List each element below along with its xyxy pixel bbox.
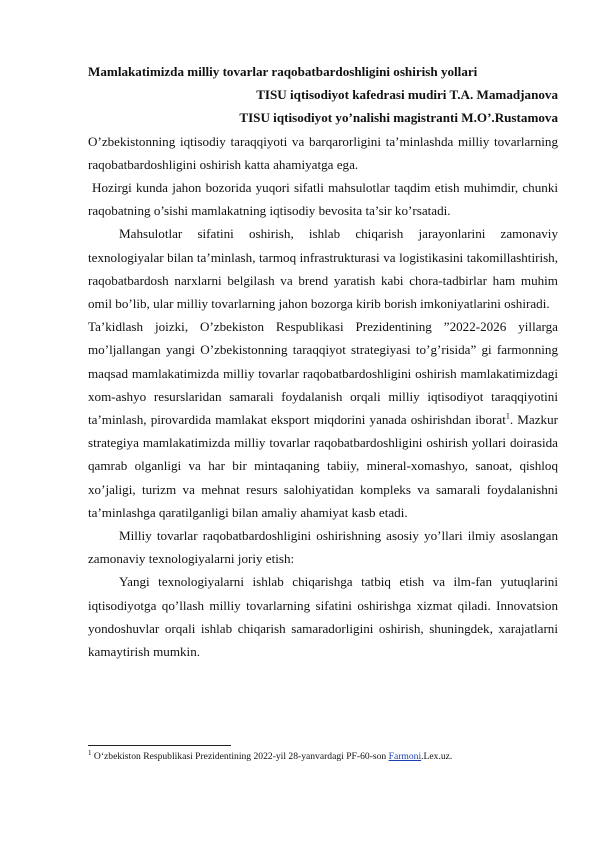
footnote-tail: .Lex.uz.: [421, 751, 453, 762]
footnote: [88, 748, 558, 763]
paragraph-4-text-start: Ta’kidlash joizki, O’zbekiston Respublikasi Prezidentining ”2022-2026 yillarga mo’ljallangan yangi O’zbekistonning taraqqiyot strategiyasi to’g’risida” gi farmonning maqsad mamlakatimizda milliy tovarlar raqobatbardoshligini oshirish mamlakatimizdagi xom-ashyo resurslaridan samarali foydalanish orqali milliy iqtisodiyot taraqqiyotini ta’minlash, pirovardida mamlakat eksport miqdorini yanada oshirishdan iborat: [88, 319, 558, 428]
paragraph-4: [88, 315, 558, 524]
author-line-2: TISU iqtisodiyot yo’nalishi magistranti M.O’.Rustamova: [239, 110, 558, 126]
article-title: Mamlakatimizda milliy tovarlar raqobatbardoshligini oshirish yollari: [88, 64, 478, 79]
footnote-separator: [88, 745, 231, 746]
paragraph-6: Yangi texnologiyalarni ishlab chiqarishga tatbiq etish va ilm-fan yutuqlarini iqtisodiyotga qo’llash milliy tovarlarning sifatini oshirishga xizmat qiladi. Innovatsion yondoshuvlar orqali ishlab chiqarish samaradorligini oshirish, shuningdek, xarajatlarni kamaytirish mumkin.: [88, 574, 558, 660]
author-line-1: TISU iqtisodiyot kafedrasi mudiri T.A. Mamadjanova: [256, 87, 558, 103]
document-body: [88, 60, 558, 663]
paragraph-1: O’zbekistonning iqtisodiy taraqqiyoti va barqarorligini ta’minlashda milliy tovarlarning raqobatbardoshligini oshirish katta ahamiyatga ega.: [88, 133, 558, 172]
footnote-text: O‘zbekiston Respublikasi Prezidentining 2022-yil 28-yanvardagi PF-60-son: [91, 751, 389, 762]
footnote-link[interactable]: Farmoni: [388, 751, 422, 762]
footnote-reference[interactable]: 1: [505, 411, 510, 421]
footnote-marker: 1: [88, 748, 92, 757]
paragraph-4-text-end: . Mazkur strategiya mamlakatimizda milliy tovarlar raqobatbardoshligini oshirish yollari doirasida qamrab olganligi va har bir mintaqaning tabiiy, mineral-xomashyo, sanoat, qishloq xo’jaligi, turizm va mehnat resurs salohiyatidan kompleks va samarali foydalanishni ta’minlashga qaratilganligi bilan amaliy ahamiyat kasb etadi.: [88, 412, 558, 520]
paragraph-5: Milliy tovarlar raqobatbardoshligini oshirishning asosiy yo’llari ilmiy asoslangan zamonaviy texnologiyalarni joriy etish:: [88, 528, 558, 567]
paragraph-3: Mahsulotlar sifatini oshirish, ishlab chiqarish jarayonlarini zamonaviy texnologiyalar bilan ta’minlash, tarmoq infrastrukturasi va logistikasini takomillashtirish, raqobatbardosh narxlarni belgilash va brend yaratish kabi chora-tadbirlar ham muhim omil bo’lib, ular milliy tovarlarning jahon bozorga kirib borish imkoniyatlarini oshiradi.: [88, 226, 558, 312]
paragraph-2: Hozirgi kunda jahon bozorida yuqori sifatli mahsulotlar taqdim etish muhimdir, chunki raqobatning o’sishi mamlakatning iqtisodiy bevosita ta’sir ko’rsatadi.: [88, 180, 558, 219]
